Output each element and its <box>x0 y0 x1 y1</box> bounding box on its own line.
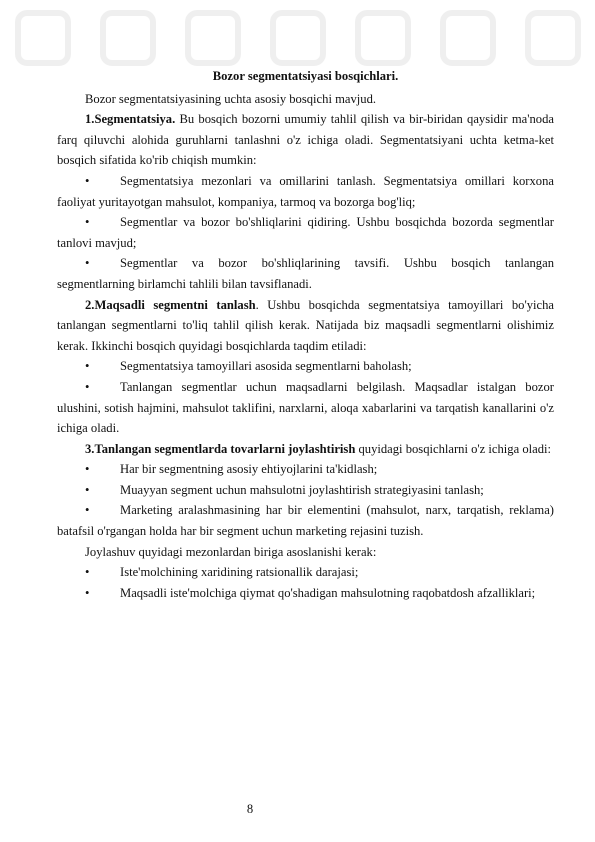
list-item-text: Segmentatsiya mezonlari va omillarini tanlash. Segmentatsiya omillari korxona faoliyat yuritayotgan mahsulot, kompaniya, tarmoq va bozorga bog'liq; <box>57 173 554 209</box>
list-item <box>57 356 554 377</box>
step1-paragraph <box>57 109 554 171</box>
list-item <box>57 212 554 253</box>
bullet-icon: • <box>85 503 90 518</box>
list-item-text: Segmentlar va bozor bo'shliqlarini qidiring. Ushbu bosqichda bozorda segmentlar tanlovi mavjud; <box>57 215 554 250</box>
bullet-icon: • <box>85 379 90 394</box>
watermark-tile <box>525 10 581 66</box>
list-item-text: Maqsadli iste'molchiga qiymat qo'shadigan mahsulotning raqobatdosh afzalliklari; <box>120 585 536 600</box>
document-title: Bozor segmentatsiyasi bosqichlari. <box>212 69 399 83</box>
step2-paragraph <box>57 295 554 357</box>
bullet-icon: • <box>85 256 90 271</box>
list-item-text: Segmentatsiya tamoyillari asosida segmentlarni baholash; <box>120 359 412 374</box>
step3-heading: 3.Tanlangan segmentlarda tovarlarni joylashtirish <box>85 441 356 456</box>
list-item-text: Marketing aralashmasining har bir elementini (mahsulot, narx, tarqatish, reklama) batafsil o'rgangan holda har bir segment uchun marketing rejasini tuzish. <box>57 503 554 539</box>
list-item <box>57 500 554 541</box>
intro-paragraph: Bozor segmentatsiyasining uchta asosiy bosqichi mavjud. <box>85 91 377 106</box>
watermark-tile <box>440 10 496 66</box>
bullet-icon: • <box>85 482 90 497</box>
list-item-text: Iste'molchining xaridining ratsionallik darajasi; <box>120 565 359 580</box>
watermark-tile <box>185 10 241 66</box>
list-item <box>57 377 554 439</box>
list-item <box>57 480 554 501</box>
step1-heading: 1.Segmentatsiya. <box>85 112 176 127</box>
watermark-tile <box>270 10 326 66</box>
watermark-tile <box>355 10 411 66</box>
list-item-text: Har bir segmentning asosiy ehtiyojlarini ta'kidlash; <box>120 462 378 477</box>
list-item-text: Segmentlar va bozor bo'shliqlarining tavsifi. Ushbu bosqich tanlangan segmentlarning birlamchi tahlili bilan tavsiflanadi. <box>57 256 554 291</box>
list-item <box>57 171 554 212</box>
document-body <box>57 66 554 603</box>
list-item-text: Tanlangan segmentlar uchun maqsadlarni belgilash. Maqsadlar istalgan bozor ulushini, sotish hajmini, mahsulot taklifini, narxlarni, aloqa xabarlarini va tarqatish kanallarini o'z ichiga oladi. <box>57 379 554 436</box>
bullet-icon: • <box>85 585 90 600</box>
list-item-text: Muayyan segment uchun mahsulotni joylashtirish strategiyasini tanlash; <box>120 482 484 497</box>
watermark-tile <box>15 10 71 66</box>
step3-paragraph <box>57 439 554 460</box>
bullet-icon: • <box>85 462 90 477</box>
watermark-tile <box>100 10 156 66</box>
step2-text: . Ushbu bosqichda segmentatsiya tamoyillari bo'yicha tanlangan segmentlarni to'liq tahlil qilish kerak. Natijada biz maqsadli segmentlarni olishimiz kerak. Ikkinchi bosqich quyidagi bosqichlarda taqdim etiladi: <box>57 297 554 353</box>
list-item <box>57 253 554 294</box>
step2-heading: 2.Maqsadli segmentni tanlash <box>85 297 256 312</box>
bullet-icon: • <box>85 215 90 230</box>
criteria-paragraph: Joylashuv quyidagi mezonlardan biriga asoslanishi kerak: <box>85 544 377 559</box>
page-number: 8 <box>246 802 254 816</box>
list-item <box>57 562 554 583</box>
bullet-icon: • <box>85 173 90 188</box>
watermark <box>0 0 595 75</box>
list-item <box>57 583 554 604</box>
step3-text: quyidagi bosqichlarni o'z ichiga oladi: <box>355 441 552 456</box>
bullet-icon: • <box>85 565 90 580</box>
bullet-icon: • <box>85 359 90 374</box>
step1-text: Bu bosqich bozorni umumiy tahlil qilish va bir-biridan qaysidir ma'noda farq qiluvchi alohida guruhlarni tanlashni o'z ichiga oladi. Segmentatsiyani uchta ketma-ket bosqich sifatida ko'rib chiqish mumkin: <box>57 112 554 168</box>
list-item <box>57 459 554 480</box>
